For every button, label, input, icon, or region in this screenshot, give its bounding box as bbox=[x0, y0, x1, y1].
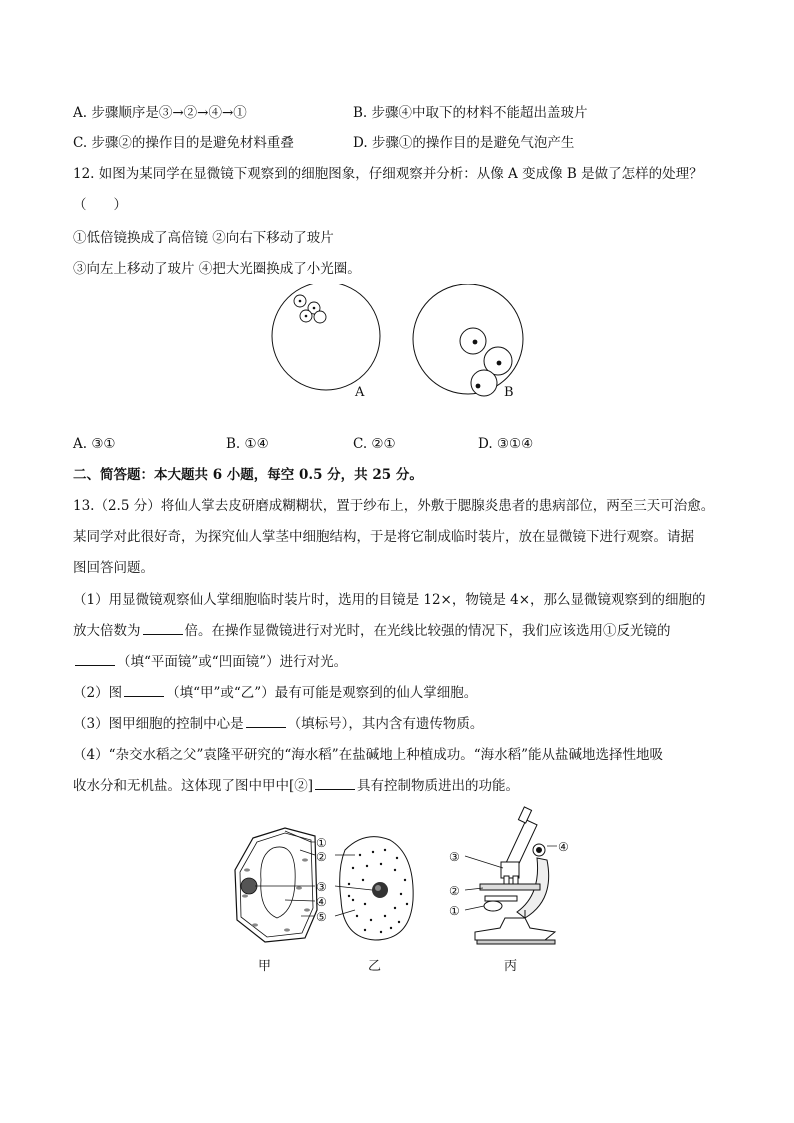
cell bbox=[471, 370, 497, 396]
marker-3: ③ bbox=[449, 850, 460, 864]
q13-part1-line-1: （1）用显微镜观察仙人掌细胞临时装片时，选用的目镜是 12×，物镜是 4×，那么显微镜观察到的细胞的 bbox=[73, 592, 706, 608]
answer-blank[interactable] bbox=[315, 776, 355, 790]
q13-part1-line-2: 放大倍数为 倍。在操作显微镜进行对光时，在光线比较强的情况下，我们应该选用①反光镜的 bbox=[73, 623, 671, 639]
label-jia: 甲 bbox=[258, 959, 272, 974]
cell bbox=[314, 311, 326, 323]
option-c: C. 步骤②的操作目的是避免材料重叠 bbox=[73, 135, 294, 151]
label-b: B bbox=[504, 385, 514, 400]
section-heading: 二、简答题：本大题共 6 小题，每空 0.5 分，共 25 分。 bbox=[73, 467, 423, 483]
marker-4: ④ bbox=[558, 840, 569, 854]
q12-option-b: B. ①④ bbox=[226, 436, 269, 452]
marker-2: ② bbox=[316, 850, 327, 864]
q12-statement-1: ①低倍镜换成了高倍镜 ②向右下移动了玻片 bbox=[73, 230, 334, 246]
q13-part2: （2）图 （填“甲”或“乙”）最有可能是观察到的仙人掌细胞。 bbox=[73, 685, 478, 701]
microscope-bing bbox=[475, 807, 555, 944]
cells-microscope-figure bbox=[225, 800, 585, 980]
view-circle-a bbox=[272, 284, 380, 390]
label-bing: 丙 bbox=[504, 959, 518, 974]
option-a: A. 步骤顺序是③→②→④→① bbox=[73, 105, 247, 121]
marker-1: ① bbox=[316, 836, 327, 850]
answer-blank[interactable] bbox=[246, 714, 286, 728]
label-a: A bbox=[355, 385, 365, 400]
marker-3: ③ bbox=[316, 880, 327, 894]
q13-part3: （3）图甲细胞的控制中心是 （填标号），其内含有遗传物质。 bbox=[73, 716, 484, 732]
answer-blank[interactable] bbox=[75, 652, 115, 666]
marker-2: ② bbox=[449, 884, 460, 898]
q13-part4-line-1: （4）“杂交水稻之父”袁隆平研究的“海水稻”在盐碱地上种植成功。“海水稻”能从盐碱地选择性地吸 bbox=[73, 747, 663, 763]
option-b: B. 步骤④中取下的材料不能超出盖玻片 bbox=[353, 105, 588, 121]
q12-stem: 12. 如图为某同学在显微镜下观察到的细胞图象，仔细观察并分析：从像 A 变成像 B 是做了怎样的处理？ bbox=[73, 166, 703, 182]
answer-blank[interactable] bbox=[143, 621, 183, 635]
answer-blank[interactable] bbox=[124, 683, 164, 697]
marker-4: ④ bbox=[316, 895, 327, 909]
q13-stem-line-3: 图回答问题。 bbox=[73, 560, 154, 576]
option-d: D. 步骤①的操作目的是避免气泡产生 bbox=[353, 135, 575, 151]
plant-cell-jia bbox=[235, 828, 317, 942]
q13-stem-line-1: 13.（2.5 分）将仙人掌去皮研磨成糊糊状，置于纱布上，外敷于腮腺炎患者的患病部位，两至三天可治愈。 bbox=[73, 498, 715, 514]
q12-statement-2: ③向左上移动了玻片 ④把大光圈换成了小光圈。 bbox=[73, 261, 361, 277]
animal-cell-yi bbox=[340, 837, 413, 940]
q12-answer-paren: （ ） bbox=[73, 197, 127, 213]
q12-option-a: A. ③① bbox=[73, 436, 116, 452]
marker-5: ⑤ bbox=[316, 910, 327, 924]
marker-1: ① bbox=[449, 904, 460, 918]
label-yi: 乙 bbox=[368, 959, 382, 974]
q13-stem-line-2: 某同学对此很好奇，为探究仙人掌茎中细胞结构，于是将它制成临时装片，放在显微镜下进行观察。请据 bbox=[73, 529, 694, 545]
microscope-view-figure bbox=[262, 284, 532, 404]
q13-part4-line-2: 收水分和无机盐。这体现了图中甲中[②] 具有控制物质进出的功能。 bbox=[73, 778, 520, 794]
q12-option-d: D. ③①④ bbox=[478, 436, 534, 452]
q13-part1-line-3: （填“平面镜”或“凹面镜”）进行对光。 bbox=[73, 652, 347, 672]
q12-option-c: C. ②① bbox=[353, 436, 396, 452]
